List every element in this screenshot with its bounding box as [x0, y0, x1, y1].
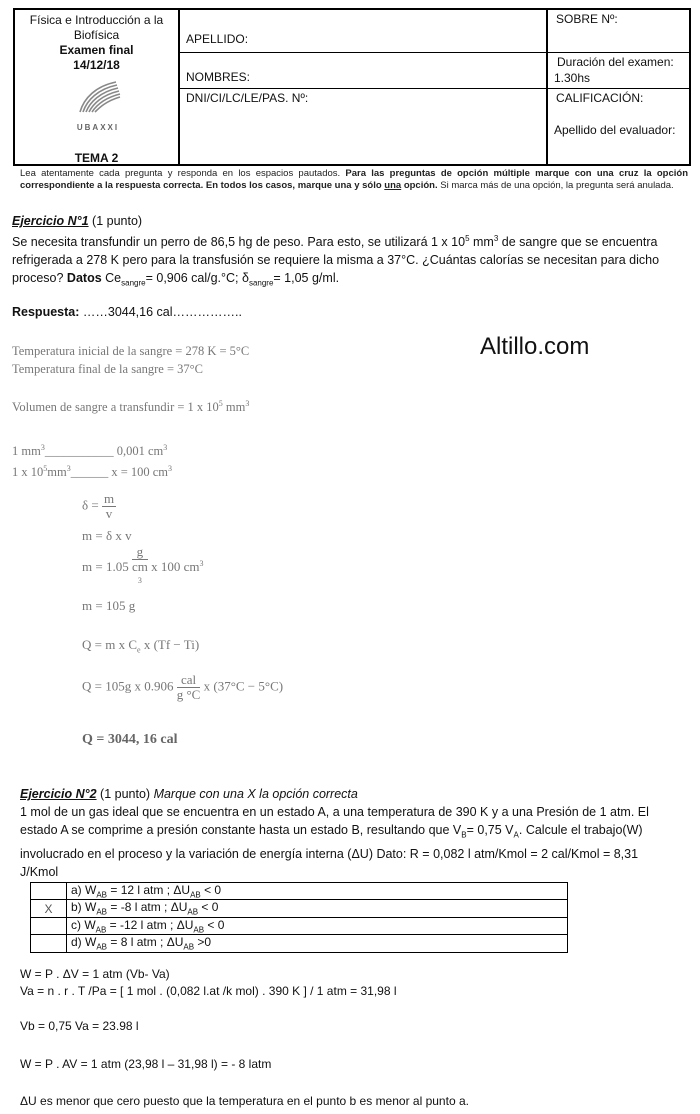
instructions [20, 168, 688, 192]
formula-mass: m = δ x v [82, 528, 132, 543]
exam-date: 14/12/18 [73, 58, 120, 72]
option-label: < 0 [204, 917, 225, 932]
option-row[interactable] [31, 883, 568, 900]
ej2-text: . Calcule el trabajo(W) [518, 823, 643, 837]
watermark: Altillo.com [480, 333, 590, 360]
ej1-work [12, 342, 249, 378]
ej2-text: = 0,75 V [466, 823, 514, 837]
option-mark[interactable] [31, 935, 67, 952]
formula-mass-calc [82, 545, 203, 591]
work-exp: 5 [43, 464, 48, 474]
ej2-heading [20, 785, 358, 803]
option-text [67, 900, 568, 917]
option-mark[interactable]: X [31, 900, 67, 917]
formula-text: Q = m x C [82, 637, 138, 652]
work-text: 1 mm [12, 444, 41, 459]
tema-label: TEMA 2 [74, 151, 119, 165]
formula-heat-result: Q = 3044, 16 cal [82, 732, 178, 747]
option-row[interactable] [31, 900, 568, 917]
ej2-sub: A [513, 830, 519, 840]
ej2-text: J/Kmol [20, 864, 59, 879]
option-label: c) W [71, 917, 96, 932]
option-label: = -12 l atm ; ΔU [106, 917, 194, 932]
option-label: = 8 l atm ; ΔU [107, 935, 184, 950]
logo-text: UBAXXI [76, 123, 120, 132]
formula-text: m = 1.05 [82, 559, 129, 575]
duracion-label: Duración del examen: [557, 55, 674, 69]
work-exp: 3 [245, 399, 250, 408]
option-sub: AB [96, 907, 108, 917]
option-sub: AB [95, 925, 107, 935]
option-sub: AB [96, 942, 108, 952]
formula-text: Q = 105g x 0.906 [82, 678, 174, 694]
ej1-text: proceso? [12, 271, 64, 286]
exam-type: Examen final [59, 43, 134, 57]
solution-line: W = P . AV = 1 atm (23,98 l – 31,98 l) = - 8 latm [20, 1057, 272, 1071]
formula-exp: 3 [137, 576, 142, 585]
option-label: >0 [194, 935, 212, 950]
work-text: 1 x 10 [12, 465, 44, 480]
evaluador-label: Apellido del evaluador: [554, 123, 676, 137]
work-exp: 3 [40, 443, 45, 452]
formula-den: cm [131, 559, 148, 574]
work-exp: 3 [66, 464, 71, 474]
ej2-sub: B [461, 830, 467, 840]
divider [180, 88, 546, 89]
ej1-text: = 0,906 cal/g.°C; δ [145, 271, 249, 286]
ej2-statement [20, 803, 692, 881]
ej1-conversion [12, 439, 172, 481]
sobre-label: SOBRE Nº: [556, 12, 618, 26]
duracion-value: 1.30hs [554, 71, 591, 85]
ej2-text: 1 mol de un gas ideal que se encuentra en un estado A, a una temperatura de 390 K y a una Presión de 1 atm. El [20, 805, 649, 819]
ej1-statement [12, 230, 692, 293]
divider [546, 10, 548, 164]
exam-header [13, 8, 691, 166]
ubaxxi-logo [70, 78, 126, 132]
divider [180, 52, 546, 53]
formula-den: g °C [176, 687, 201, 702]
option-text [67, 917, 568, 934]
instructions-warning: Si marca más de una opción, la pregunta será anulada. [440, 180, 674, 191]
option-text [67, 935, 568, 952]
work-line: Temperatura final de la sangre = 37°C [12, 362, 203, 376]
work-exp: 3 [163, 443, 168, 452]
formula-heat [82, 637, 199, 655]
option-mark[interactable] [31, 883, 67, 900]
work-text: ___________ 0,001 cm [44, 444, 164, 459]
work-text: Volumen de sangre a transfundir = 1 x 10 [12, 400, 219, 415]
formula-num: m [103, 491, 115, 506]
instructions-una: una [384, 180, 402, 191]
formula-density [82, 492, 116, 521]
ej1-sub: sangre [248, 278, 274, 288]
option-label: < 0 [198, 900, 219, 915]
ej2-instruction: Marque con una X la opción correcta [153, 787, 358, 801]
solution-line: Vb = 0,75 Va = 23.98 l [20, 1019, 139, 1033]
ej1-heading [12, 212, 142, 230]
option-sub: AB [187, 907, 199, 917]
option-label: a) W [71, 883, 97, 897]
work-text: mm [47, 465, 67, 480]
ej2-solution [20, 966, 397, 1000]
option-text [67, 883, 568, 900]
ej1-exp: 5 [465, 234, 470, 243]
ej2-points: (1 punto) [100, 787, 151, 801]
ej2-text: involucrado en el proceso y la variación de energía interna (ΔU) Dato: R = 0,082 l atm/Kmol = 2 cal/Kmol = 8,31 [20, 846, 639, 861]
ej2-text: estado A se comprime a presión constante hasta un estado B, resultando que V [20, 823, 462, 837]
option-mark[interactable] [31, 917, 67, 934]
formula-heat-calc [82, 673, 283, 702]
divider [548, 52, 689, 53]
work-exp: 3 [168, 464, 173, 474]
formula-num: cal [177, 673, 201, 688]
option-row[interactable] [31, 935, 568, 952]
work-text: ______ x = 100 cm [70, 465, 169, 480]
ej1-text: de sangre que se encuentra [501, 235, 658, 250]
instructions-bold: Para las preguntas de opción múltiple marque con una cruz la opción correspondiente a la respuesta correcta. En todos los casos, marque una y sólo [20, 168, 688, 191]
nombres-label: NOMBRES: [186, 70, 251, 84]
dni-label: DNI/CI/LC/LE/PAS. Nº: [186, 91, 309, 105]
options-table [30, 882, 568, 953]
option-label: b) W [71, 900, 97, 915]
instructions-text: Lea atentamente cada pregunta y responda en los espacios pautados. [20, 168, 341, 179]
formula-text: x (37°C − 5°C) [203, 678, 284, 694]
solution-line: W = P . ΔV = 1 atm (Vb- Va) [20, 967, 170, 981]
ej1-text: Ce [105, 271, 122, 286]
divider [178, 10, 180, 164]
formula-num: g [132, 545, 148, 560]
ej1-points: (1 punto) [92, 214, 143, 228]
course-info [15, 13, 178, 73]
formula-sub: e [137, 645, 141, 655]
work-exp: 5 [218, 399, 223, 408]
calificacion-label: CALIFICACIÓN: [556, 91, 644, 105]
option-label: d) W [71, 935, 97, 950]
option-sub: AB [183, 942, 195, 952]
option-sub: AB [190, 890, 201, 900]
work-line [12, 399, 249, 415]
option-label: = -8 l atm ; ΔU [107, 900, 188, 915]
solution-line: ΔU es menor que cero puesto que la temperatura en el punto b es menor al punto a. [20, 1094, 469, 1108]
work-text: mm [225, 400, 246, 415]
ej1-text: = 1,05 g/ml. [273, 271, 340, 286]
option-label: < 0 [200, 883, 222, 897]
option-sub: AB [96, 890, 108, 900]
ej1-text: mm [473, 235, 494, 250]
course-name-line2: Biofísica [73, 28, 120, 42]
option-label: = 12 l atm ; ΔU [107, 883, 191, 897]
option-row[interactable] [31, 917, 568, 934]
course-name-line1: Física e Introducción a la [29, 13, 164, 27]
formula-exp: 3 [199, 558, 204, 568]
formula-den: v [105, 506, 113, 521]
work-line: Temperatura inicial de la sangre = 278 K = 5°C [12, 344, 250, 358]
ej1-datos-label: Datos [66, 271, 102, 286]
ej1-sub: sangre [121, 278, 146, 288]
ej1-text: refrigerada a 278 K pero para la transfusión se requiere la misma a 37°C. ¿Cuántas calorías se necesitan para dicho [12, 253, 660, 268]
ej1-answer [12, 303, 242, 321]
divider [548, 88, 689, 89]
formula-text: δ = [82, 497, 99, 513]
answer-label: Respuesta: [12, 305, 80, 319]
ubaxxi-logo-icon [70, 78, 126, 122]
ej1-text: Se necesita transfundir un perro de 86,5 hg de peso. Para esto, se utilizará 1 x 10 [12, 235, 466, 250]
ej1-exp: 3 [493, 234, 499, 243]
solution-line: Va = n . r . T /Pa = [ 1 mol . (0,082 l.at /k mol) . 390 K ] / 1 atm = 31,98 l [20, 984, 397, 998]
ej1-title: Ejercicio N°1 [12, 214, 89, 228]
apellido-label: APELLIDO: [186, 32, 249, 46]
answer-value: ……3044,16 cal…………….. [82, 305, 242, 319]
instructions-bold-end: opción. [403, 180, 438, 191]
ej2-title: Ejercicio N°2 [20, 787, 97, 801]
option-sub: AB [193, 925, 205, 935]
formula-text: x (Tf − Ti) [143, 637, 200, 652]
formula-mass-result: m = 105 g [82, 598, 136, 613]
formula-text: x 100 cm [151, 559, 200, 575]
